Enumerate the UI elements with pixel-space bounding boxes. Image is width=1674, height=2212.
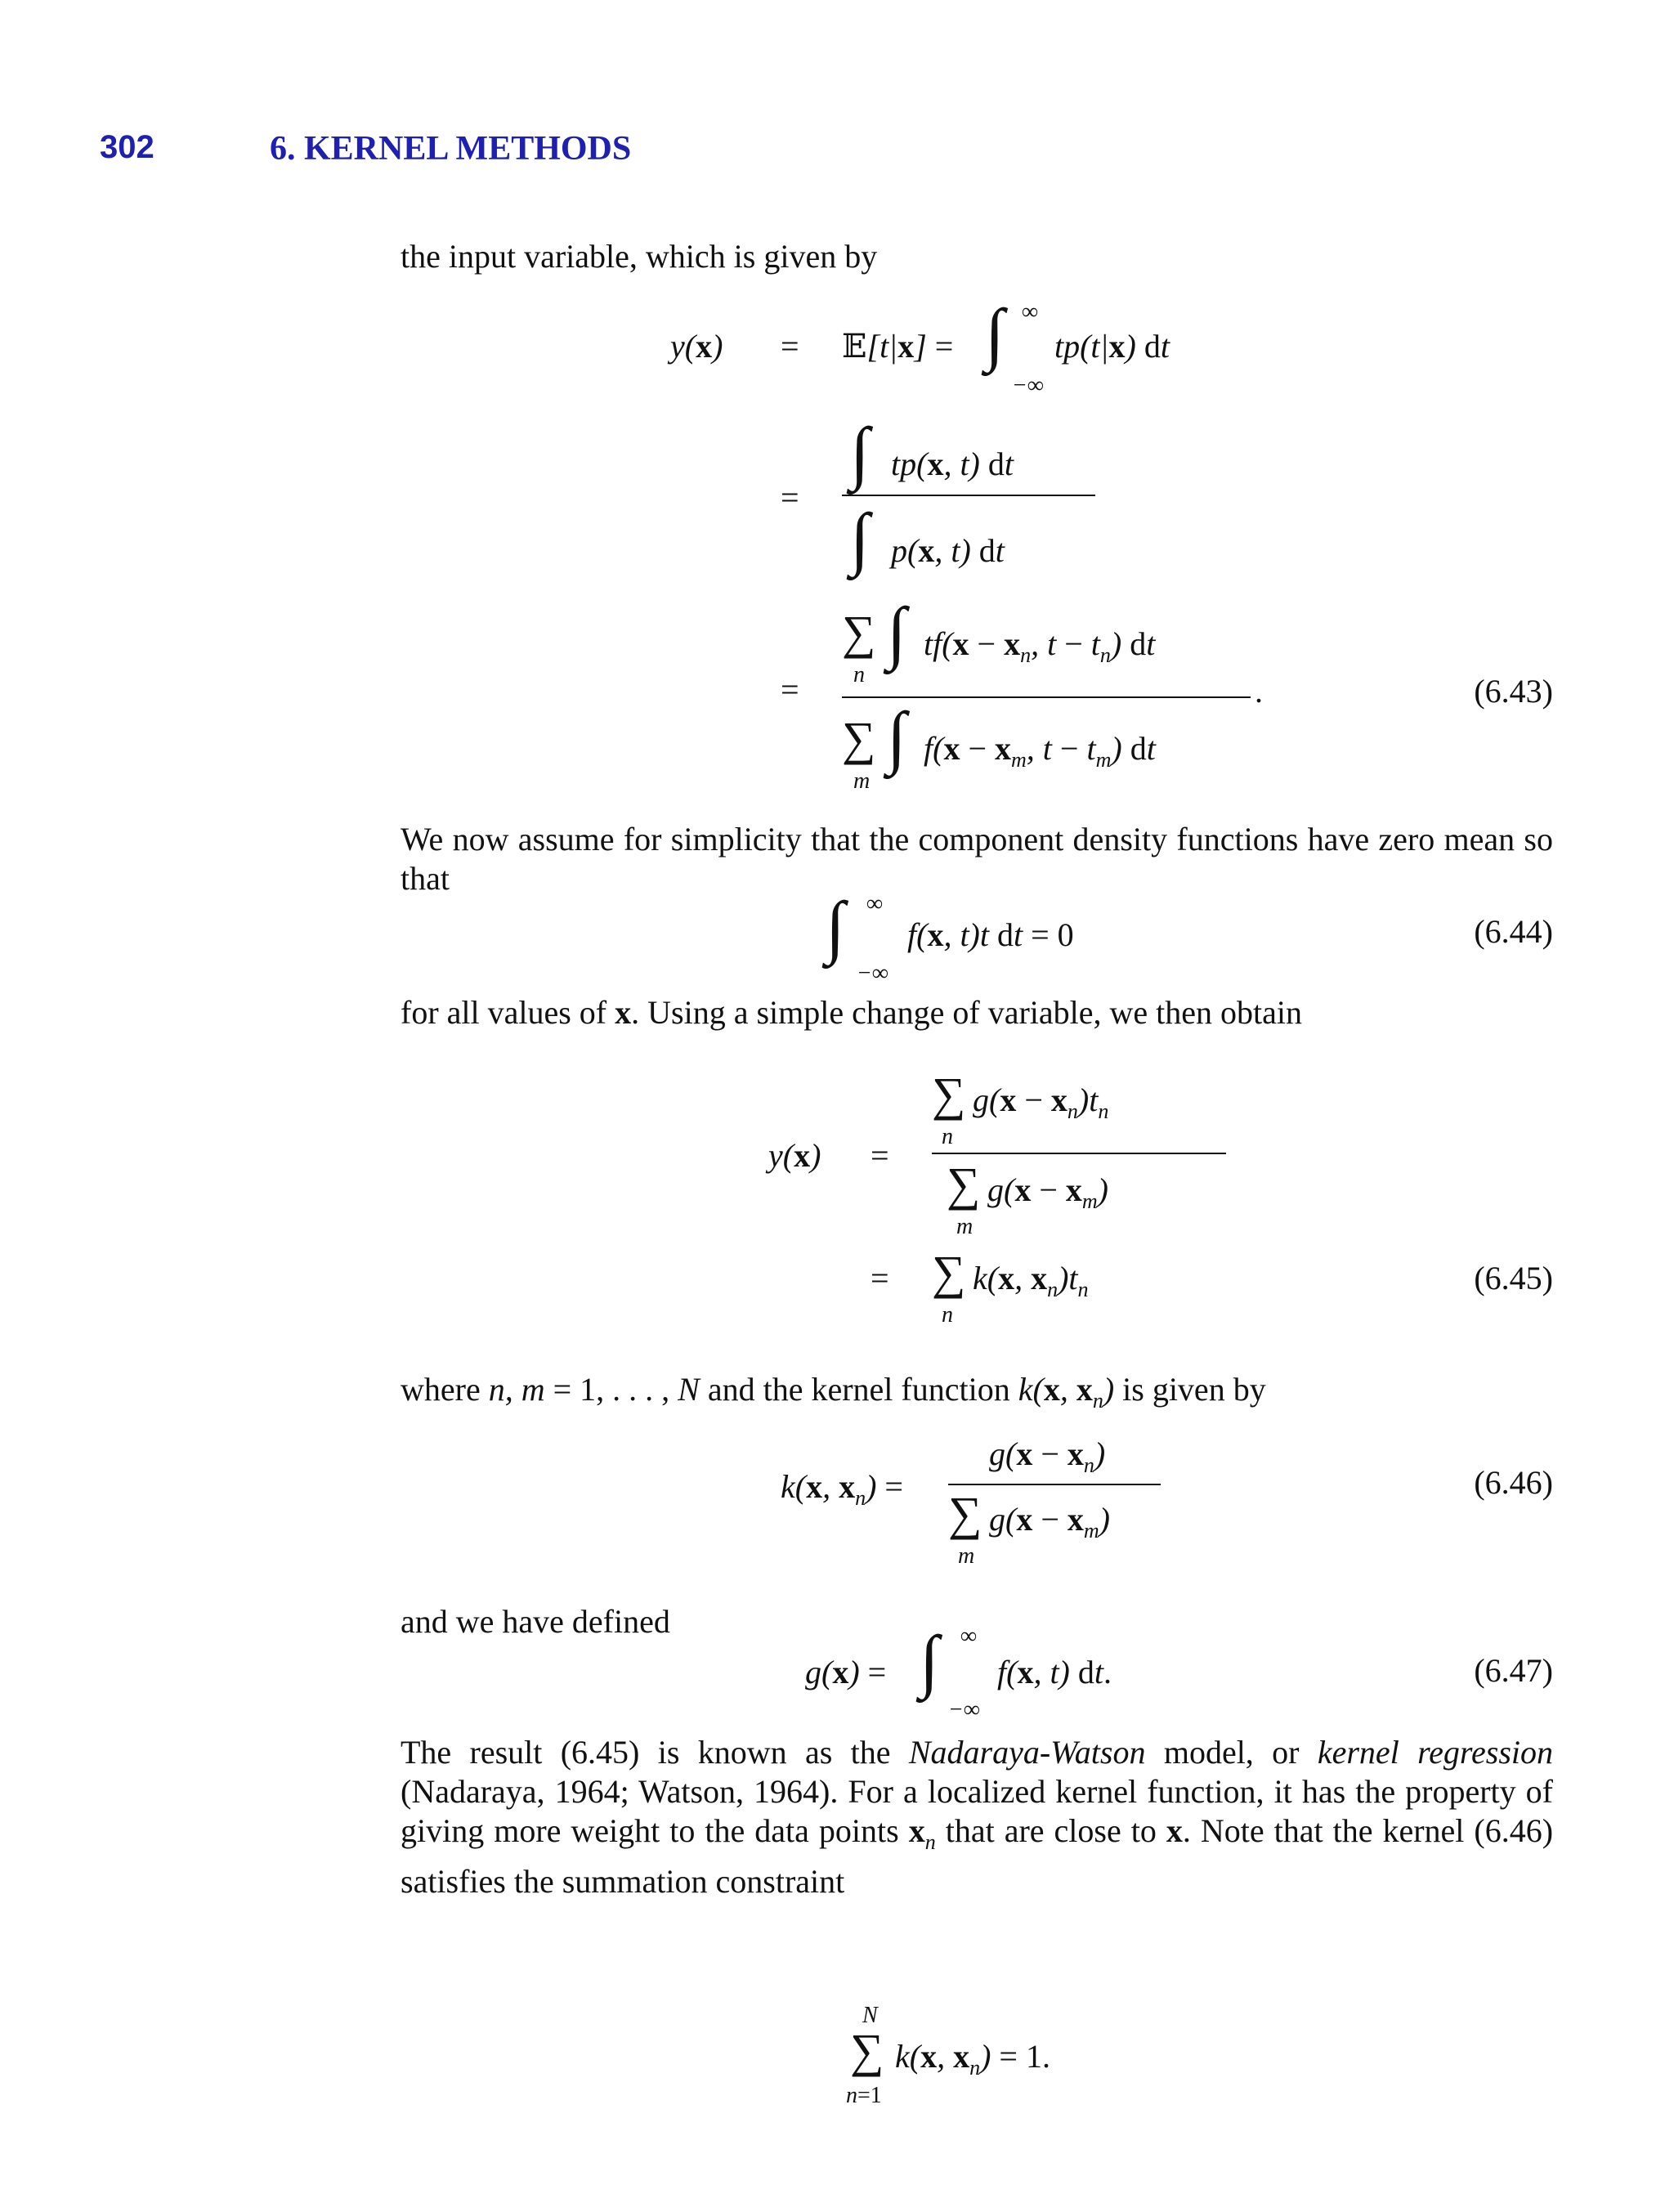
chapter-title: 6. KERNEL METHODS (270, 130, 632, 168)
equation-number: (6.45) (1474, 1260, 1553, 1296)
equation-number: (6.44) (1474, 913, 1553, 950)
page-number: 302 (100, 129, 154, 165)
equation-6-43: y(x) = 𝔼[t|x] = ∫ ∞ −∞ tp(t|x) dt = ∫ tp(x, t) dt ∫ p(x, t) dt = ∑ n ∫ $tf(x - x_n$, $t - t_n$) dt . ∑ m ∫ $f(x - x_m$, $t - t_m$) dt (670, 294, 1263, 794)
equation-6-45: y(x) = ∑ n $g(x - x_n)t_n$ ∑ m $g(x - x_m)$ = ∑ n k(x, $x_n)t_n$ (768, 1071, 1422, 1349)
paragraph-where: where n, m = 1, . . . , N and the kernel function k(x, $x_n$) is given by (401, 1371, 1266, 1413)
equation-number: (6.43) (1474, 673, 1553, 710)
equation-6-47: g(x) = ∫ ∞ −∞ f(x, t) dt. (805, 1621, 1112, 1722)
paragraph-defined: and we have defined (401, 1603, 670, 1640)
paragraph-zero-mean: We now assume for simplicity that the component density functions have zero mean so that (401, 821, 1553, 897)
paragraph-intro: the input variable, which is given by (401, 238, 878, 275)
equation-6-46: k(x, $x_n$) = $g(x - x_n)$ ∑ m $g(x - x_m)$ (781, 1435, 1353, 1582)
equation-summation-constraint: N ∑ n=1 k(x, $x_n) = 1$. (846, 2003, 1050, 2108)
equation-number: (6.47) (1474, 1652, 1553, 1689)
paragraph-change-variable: for all values of x. Using a simple change of variable, we then obtain (401, 994, 1302, 1031)
paragraph-result: The result (6.45) is known as the Nadaraya-Watson model, or kernel regression (Nadaraya, 1964; Watson, 1964). For a localized kernel function, it has the property of giving more weight to the data points $x_n$ that are close to x. Note that the kernel (6.46) satisfies the summation constraint (401, 1734, 1554, 1900)
equation-6-44: ∫ ∞ −∞ f(x, t)t dt = 0 (826, 887, 1074, 986)
equation-number: (6.46) (1474, 1464, 1553, 1501)
